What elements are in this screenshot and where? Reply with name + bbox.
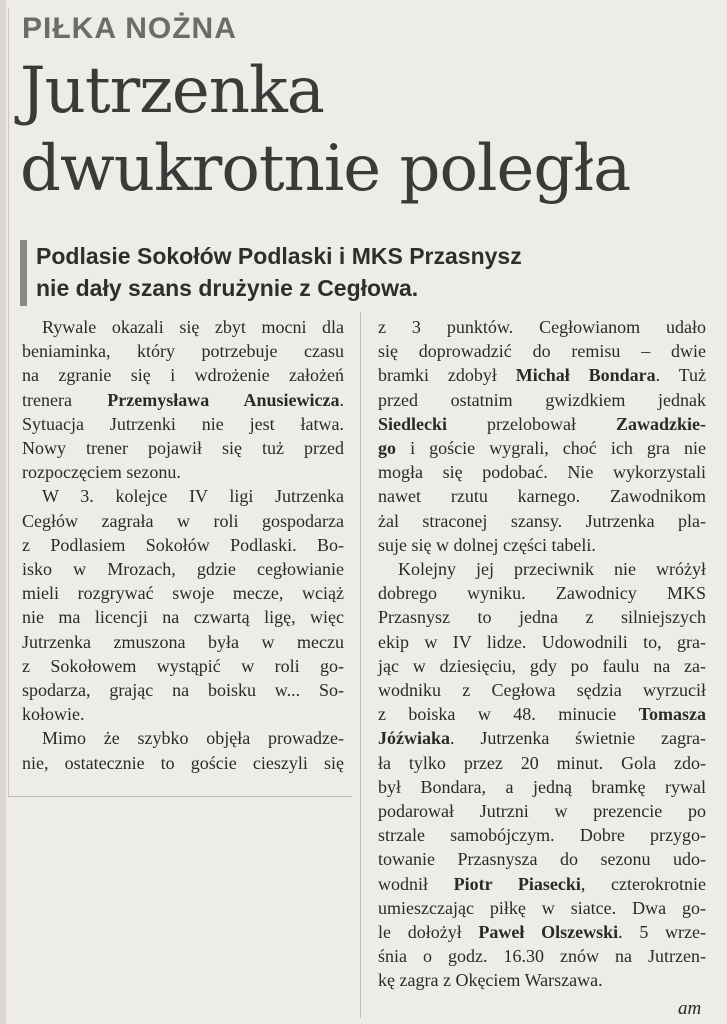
text-line bbox=[378, 799, 706, 823]
text-run: Cegłów zagrała w roli gospodarza bbox=[22, 510, 344, 531]
text-run: śnia o godz. 16.30 znów na Jutrzen- bbox=[378, 946, 706, 967]
left-rule bbox=[8, 8, 9, 796]
text-line bbox=[22, 678, 344, 702]
bold-name: Przemysława Anusiewicza bbox=[107, 389, 340, 410]
text-run: z boiska w 48. minucie bbox=[378, 704, 639, 725]
text-line bbox=[378, 872, 706, 896]
text-run: , czterokrotnie bbox=[580, 873, 706, 894]
text-run: Mimo że szybko objęła prowadze- bbox=[42, 728, 344, 749]
text-line bbox=[378, 557, 706, 581]
text-line bbox=[22, 557, 344, 581]
text-line bbox=[378, 702, 706, 726]
text-run: Sytuacja Jutrzenki nie jest łatwa. bbox=[22, 413, 344, 434]
text-line bbox=[378, 339, 706, 363]
text-run: ła tylko przez 20 minut. Gola zdo- bbox=[378, 752, 706, 773]
text-line bbox=[22, 460, 344, 484]
article-column-2 bbox=[378, 315, 706, 993]
text-run: żal straconej szansy. Jutrzenka pla- bbox=[378, 510, 706, 531]
text-run: jąc w dziesięciu, gdy po faulu na za- bbox=[378, 655, 706, 676]
text-line bbox=[378, 775, 706, 799]
text-run: przed ostatnim gwizdkiem jednak bbox=[378, 389, 706, 410]
text-line bbox=[22, 702, 344, 726]
text-line bbox=[22, 654, 344, 678]
text-line bbox=[378, 436, 706, 460]
text-run: trenera bbox=[22, 389, 108, 410]
text-run: był Bondara, a jedną bramkę rywal bbox=[378, 776, 706, 797]
text-line bbox=[378, 654, 706, 678]
subhead-line-1: Podlasie Sokołów Podlaski i MKS Przasnysz bbox=[36, 243, 522, 269]
text-run: Nowy trener pojawił się tuż przed bbox=[22, 438, 344, 459]
text-run: . Jutrzenka świetnie zagra- bbox=[450, 728, 706, 749]
text-run: . bbox=[339, 389, 344, 410]
text-line bbox=[378, 533, 706, 557]
text-run: isko w Mrozach, gdzie cegłowianie bbox=[22, 559, 344, 580]
text-line bbox=[378, 896, 706, 920]
text-run: Rywale okazali się zbyt mocni dla bbox=[42, 317, 344, 337]
text-run: dobrego wyniku. Zawodnicy MKS bbox=[378, 583, 706, 604]
text-line bbox=[22, 509, 344, 533]
subhead-bar bbox=[20, 240, 27, 306]
text-run: przelobował bbox=[447, 413, 616, 434]
column-rule bbox=[360, 312, 361, 1018]
text-line bbox=[378, 581, 706, 605]
text-run: Przasnysz to jedna z silniejszych bbox=[378, 607, 706, 628]
text-run: z 3 punktów. Cegłowianom udało bbox=[378, 317, 706, 337]
column-bottom-rule bbox=[8, 796, 352, 797]
text-line bbox=[378, 678, 706, 702]
text-line bbox=[378, 751, 706, 775]
text-run: rozpoczęciem sezonu. bbox=[22, 462, 181, 483]
text-line bbox=[22, 605, 344, 629]
bold-name: go bbox=[378, 438, 396, 459]
clipping-edge bbox=[0, 0, 6, 1024]
text-line bbox=[378, 944, 706, 968]
text-run: le dołożył bbox=[378, 922, 479, 943]
text-line bbox=[378, 412, 706, 436]
text-line bbox=[378, 726, 706, 750]
text-run: strzale samobójczym. Dobre przygo- bbox=[378, 825, 706, 846]
bold-name: Jóźwiaka bbox=[378, 728, 450, 749]
author-signature: am bbox=[678, 998, 702, 1019]
text-run: . 5 wrze- bbox=[618, 922, 706, 943]
text-run: . Tuż bbox=[655, 365, 706, 386]
text-line bbox=[378, 630, 706, 654]
text-run: ekip w IV lidze. Udowodnili to, gra- bbox=[378, 631, 706, 652]
text-line bbox=[22, 581, 344, 605]
text-run: Kolejny jej przeciwnik nie wróżył bbox=[398, 559, 706, 580]
text-line bbox=[22, 436, 344, 460]
text-line bbox=[378, 823, 706, 847]
article-column-1 bbox=[22, 315, 344, 775]
text-line bbox=[22, 630, 344, 654]
text-run: beniaminka, który potrzebuje czasu bbox=[22, 341, 344, 362]
text-run: mogła się podobać. Nie wykorzystali bbox=[378, 462, 706, 483]
text-run: kę zagra z Okęciem Warszawa. bbox=[378, 970, 603, 991]
text-run: spodarza, grając na boisku w... So- bbox=[22, 680, 344, 701]
text-line bbox=[378, 968, 706, 992]
bold-name: Tomasza bbox=[638, 704, 706, 725]
text-line bbox=[378, 605, 706, 629]
text-run: wodniku z Cegłowa sędzia wyrzucił bbox=[378, 680, 706, 701]
text-line bbox=[378, 388, 706, 412]
text-run: suje się w dolnej części tabeli. bbox=[378, 534, 596, 555]
headline-line-1: Jutrzenka bbox=[20, 54, 324, 128]
text-run: nie, ostatecznie to goście cieszyli się bbox=[22, 752, 344, 773]
text-run: nawet rzutu karnego. Zawodnikom bbox=[378, 486, 706, 507]
text-line bbox=[22, 484, 344, 508]
text-run: na zgranie się i wdrożenie założeń bbox=[22, 365, 344, 386]
section-label: PIŁKA NOŻNA bbox=[22, 12, 237, 45]
bold-name: Paweł Olszewski bbox=[478, 922, 619, 943]
bold-name: Piotr Piasecki bbox=[453, 873, 581, 894]
text-run: W 3. kolejce IV ligi Jutrzenka bbox=[42, 486, 344, 507]
text-line bbox=[22, 751, 344, 775]
text-line bbox=[22, 315, 344, 339]
text-line bbox=[22, 339, 344, 363]
text-run: bramki zdobył bbox=[378, 365, 516, 386]
text-run: z Sokołowem wystąpić w roli go- bbox=[22, 655, 344, 676]
text-run: mieli rozgrywać swoje mecze, wciąż bbox=[22, 583, 344, 604]
text-run: nie ma licencji na czwartą ligę, więc bbox=[22, 607, 344, 628]
text-line bbox=[378, 509, 706, 533]
text-line bbox=[22, 726, 344, 750]
text-line bbox=[378, 484, 706, 508]
text-run: się doprowadzić do remisu – dwie bbox=[378, 341, 706, 362]
bold-name: Siedlecki bbox=[378, 413, 448, 434]
text-line bbox=[378, 460, 706, 484]
text-line bbox=[378, 363, 706, 387]
bold-name: Michał Bondara bbox=[515, 365, 656, 386]
text-line bbox=[378, 920, 706, 944]
text-run: i goście wygrali, choć ich gra nie bbox=[396, 438, 706, 459]
text-line bbox=[378, 315, 706, 339]
text-run: z Podlasiem Sokołów Podlaski. Bo- bbox=[22, 534, 344, 555]
headline bbox=[20, 52, 710, 208]
text-run: kołowie. bbox=[22, 704, 85, 725]
text-line bbox=[22, 388, 344, 412]
text-line bbox=[378, 847, 706, 871]
subheadline bbox=[36, 240, 676, 304]
text-line bbox=[22, 363, 344, 387]
text-run: wodnił bbox=[378, 873, 454, 894]
bold-name: Zawadzkie- bbox=[616, 413, 706, 434]
subhead-line-2: nie dały szans drużynie z Cegłowa. bbox=[36, 275, 419, 301]
text-run: umieszczając piłkę w siatce. Dwa go- bbox=[378, 897, 706, 918]
text-run: podarował Jutrzni w prezencie po bbox=[378, 801, 706, 822]
text-line bbox=[22, 533, 344, 557]
text-run: towanie Przasnysza do sezonu udo- bbox=[378, 849, 706, 870]
headline-line-2: dwukrotnie poległa bbox=[20, 132, 631, 206]
text-run: Jutrzenka zmuszona była w meczu bbox=[22, 631, 344, 652]
text-line bbox=[22, 412, 344, 436]
